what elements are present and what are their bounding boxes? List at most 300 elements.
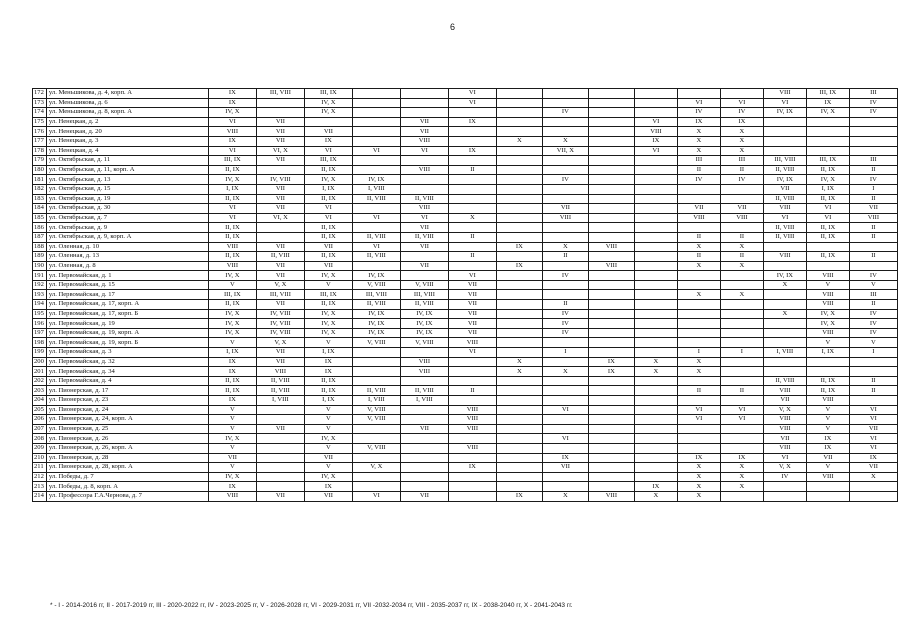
address-cell: ул. Оленная, д. 8 (46, 261, 208, 271)
address-cell: ул. Октябрьская, д. 9, корп. А (46, 232, 208, 242)
row-number-cell: 187 (33, 232, 47, 242)
period-cell: VII (304, 453, 352, 463)
period-cell (588, 280, 634, 290)
period-cell: VIII (448, 424, 496, 434)
period-cell (448, 194, 496, 204)
period-cell: II, IX (208, 300, 256, 310)
period-cell: VII (448, 300, 496, 310)
row-number-cell: 205 (33, 405, 47, 415)
period-cell (720, 396, 763, 406)
address-cell: ул. Первомайская, д. 15 (46, 280, 208, 290)
period-cell: IV, X (208, 108, 256, 118)
period-cell (496, 319, 542, 329)
period-cell (634, 89, 677, 99)
period-cell: V (304, 424, 352, 434)
period-cell (588, 252, 634, 262)
period-cell (448, 127, 496, 137)
period-cell (588, 136, 634, 146)
period-cell (400, 184, 448, 194)
period-cell: VIII (588, 491, 634, 501)
period-cell (677, 424, 720, 434)
period-cell (588, 415, 634, 425)
table-row (33, 453, 898, 463)
period-cell: VII (256, 261, 304, 271)
period-cell (588, 386, 634, 396)
period-cell: X (677, 146, 720, 156)
table-row (33, 348, 898, 358)
period-cell (720, 328, 763, 338)
period-cell: IX (304, 482, 352, 492)
period-cell: IX (448, 146, 496, 156)
row-number-cell: 201 (33, 367, 47, 377)
period-cell: V, VIII (352, 280, 400, 290)
period-cell: X (677, 261, 720, 271)
period-cell: I, IX (208, 184, 256, 194)
period-cell: X (720, 472, 763, 482)
period-cell (588, 463, 634, 473)
period-cell: II (677, 165, 720, 175)
period-cell: II, IX (304, 386, 352, 396)
period-cell: V (304, 405, 352, 415)
period-cell: VI (542, 434, 588, 444)
period-cell (496, 424, 542, 434)
row-number-cell: 203 (33, 386, 47, 396)
address-cell: ул. Октябрьская, д. 11 (46, 156, 208, 166)
period-cell: V (304, 415, 352, 425)
period-cell: VIII (400, 165, 448, 175)
period-cell: VII (304, 242, 352, 252)
period-cell: II (849, 165, 897, 175)
period-cell: X (720, 290, 763, 300)
period-cell: I, VIII (256, 396, 304, 406)
period-cell: VII (208, 453, 256, 463)
period-cell (256, 443, 304, 453)
period-cell (256, 415, 304, 425)
period-cell (496, 405, 542, 415)
table-row (33, 386, 898, 396)
period-cell: VII (256, 357, 304, 367)
period-cell (496, 443, 542, 453)
period-cell (677, 309, 720, 319)
period-cell: V (304, 463, 352, 473)
address-cell: ул. Меньшикова, д. 6 (46, 98, 208, 108)
period-cell: VI (677, 98, 720, 108)
period-cell: VII (256, 300, 304, 310)
period-cell: VIII (677, 213, 720, 223)
period-cell: VI (763, 453, 806, 463)
period-cell (352, 117, 400, 127)
period-cell (496, 194, 542, 204)
table-row (33, 117, 898, 127)
period-cell: X (677, 491, 720, 501)
period-cell: VI (448, 348, 496, 358)
period-cell (448, 136, 496, 146)
row-number-cell: 184 (33, 204, 47, 214)
period-cell (496, 309, 542, 319)
period-cell (352, 89, 400, 99)
period-cell: V, X (763, 405, 806, 415)
period-cell: IV, IX (400, 328, 448, 338)
period-cell (400, 443, 448, 453)
table-row (33, 242, 898, 252)
period-cell: VI (634, 117, 677, 127)
period-cell: V, VIII (400, 280, 448, 290)
row-number-cell: 189 (33, 252, 47, 262)
period-cell: IX (208, 98, 256, 108)
period-cell: X (496, 367, 542, 377)
address-cell: ул. Первомайская, д. 19, корп. А (46, 328, 208, 338)
period-cell (588, 328, 634, 338)
row-number-cell: 196 (33, 319, 47, 329)
period-cell (677, 89, 720, 99)
address-cell: ул. Ненецкая, д. 20 (46, 127, 208, 137)
table-row (33, 463, 898, 473)
period-cell: IV (849, 175, 897, 185)
period-cell: II (677, 386, 720, 396)
period-cell: II (677, 252, 720, 262)
table-row (33, 367, 898, 377)
period-cell (634, 280, 677, 290)
table-row (33, 156, 898, 166)
period-cell: IV, IX (352, 175, 400, 185)
period-cell (496, 165, 542, 175)
period-cell: X (634, 367, 677, 377)
address-cell: ул. Октябрьская, д. 11, корп. А (46, 165, 208, 175)
row-number-cell: 180 (33, 165, 47, 175)
period-cell (496, 98, 542, 108)
period-cell: V (806, 463, 849, 473)
period-cell: III, VIII (400, 290, 448, 300)
period-cell: VI (677, 415, 720, 425)
footnote: * - I - 2014-2016 гг, II - 2017-2019 гг, III - 2020-2022 гг, IV - 2023-2025 гг, V - 2026-2028 гг, VI - 2029-2031 гг, VII -2032-2034 гг, VIII - 2035-2037 гг, IX - 2038-2040 гг, X - 2041-2043 гг. (50, 602, 573, 609)
period-cell (352, 127, 400, 137)
period-cell (588, 194, 634, 204)
row-number-cell: 199 (33, 348, 47, 358)
period-cell: IX (720, 453, 763, 463)
period-cell: X (677, 242, 720, 252)
period-cell: VI (304, 204, 352, 214)
period-cell (448, 357, 496, 367)
period-cell: I, IX (304, 396, 352, 406)
period-cell: III, IX (304, 89, 352, 99)
period-cell (352, 424, 400, 434)
period-cell: V, X (763, 463, 806, 473)
period-cell (496, 127, 542, 137)
row-number-cell: 193 (33, 290, 47, 300)
period-cell: VI (849, 434, 897, 444)
period-cell: II, VIII (763, 376, 806, 386)
period-cell (677, 338, 720, 348)
period-cell (720, 338, 763, 348)
period-cell (496, 348, 542, 358)
period-cell (496, 300, 542, 310)
period-cell (849, 491, 897, 501)
period-cell: V (806, 405, 849, 415)
period-cell (352, 482, 400, 492)
period-cell: VIII (763, 443, 806, 453)
period-cell (634, 309, 677, 319)
period-cell (634, 108, 677, 118)
period-cell (542, 338, 588, 348)
address-cell: ул. Победы, д. 8, корп. А (46, 482, 208, 492)
period-cell: V (304, 280, 352, 290)
period-cell: II, VIII (400, 194, 448, 204)
period-cell (496, 175, 542, 185)
row-number-cell: 191 (33, 271, 47, 281)
period-cell: VII, X (542, 146, 588, 156)
period-cell (352, 223, 400, 233)
period-cell: IX (208, 367, 256, 377)
period-cell: VII (256, 424, 304, 434)
period-cell: IX (496, 242, 542, 252)
row-number-cell: 209 (33, 443, 47, 453)
period-cell: I, VIII (352, 396, 400, 406)
address-cell: ул. Меньшикова, д. 8, корп. А (46, 108, 208, 118)
period-cell (448, 156, 496, 166)
address-cell: ул. Пионерская, д. 26 (46, 434, 208, 444)
period-cell (496, 482, 542, 492)
period-cell (677, 184, 720, 194)
period-cell: VI (448, 89, 496, 99)
period-cell: II, IX (304, 252, 352, 262)
period-cell: IV, IX (763, 175, 806, 185)
period-cell (496, 223, 542, 233)
period-cell: VIII (448, 443, 496, 453)
row-number-cell: 202 (33, 376, 47, 386)
schedule-table-wrapper (32, 88, 898, 502)
period-cell: II, VIII (352, 386, 400, 396)
period-cell (634, 386, 677, 396)
period-cell (720, 434, 763, 444)
address-cell: ул. Оленная, д. 13 (46, 252, 208, 262)
period-cell (256, 98, 304, 108)
period-cell: VII (400, 242, 448, 252)
period-cell (588, 117, 634, 127)
period-cell (634, 348, 677, 358)
period-cell: II, IX (208, 252, 256, 262)
period-cell (806, 482, 849, 492)
period-cell (542, 117, 588, 127)
period-cell (849, 482, 897, 492)
period-cell: V (849, 338, 897, 348)
period-cell (448, 261, 496, 271)
period-cell: II (849, 300, 897, 310)
table-row (33, 319, 898, 329)
period-cell: IX (448, 117, 496, 127)
period-cell (677, 223, 720, 233)
address-cell: ул. Пионерская, д. 25 (46, 424, 208, 434)
period-cell: VII (763, 184, 806, 194)
period-cell (542, 472, 588, 482)
period-cell (588, 290, 634, 300)
period-cell (400, 453, 448, 463)
period-cell: X (542, 242, 588, 252)
period-cell (400, 405, 448, 415)
period-cell (763, 290, 806, 300)
row-number-cell: 197 (33, 328, 47, 338)
period-cell: VI (763, 213, 806, 223)
period-cell: IX (634, 136, 677, 146)
period-cell: V (806, 338, 849, 348)
period-cell (634, 434, 677, 444)
address-cell: ул. Октябрьская, д. 7 (46, 213, 208, 223)
period-cell: III (677, 156, 720, 166)
period-cell: V (208, 424, 256, 434)
period-cell: VIII (588, 242, 634, 252)
period-cell (634, 290, 677, 300)
period-cell (352, 376, 400, 386)
period-cell: IV (720, 175, 763, 185)
period-cell: I, IX (208, 348, 256, 358)
table-row (33, 252, 898, 262)
period-cell: II, VIII (256, 386, 304, 396)
period-cell: VII (256, 127, 304, 137)
period-cell: IV (849, 309, 897, 319)
period-cell: V, VIII (352, 338, 400, 348)
row-number-cell: 194 (33, 300, 47, 310)
period-cell (400, 175, 448, 185)
period-cell (448, 184, 496, 194)
period-cell (542, 357, 588, 367)
period-cell (352, 434, 400, 444)
period-cell: II, IX (806, 386, 849, 396)
table-row (33, 271, 898, 281)
period-cell (634, 165, 677, 175)
period-cell: V (849, 280, 897, 290)
period-cell (806, 491, 849, 501)
period-cell: VIII (806, 396, 849, 406)
period-cell: IV, X (806, 175, 849, 185)
period-cell (542, 482, 588, 492)
period-cell: VI (208, 146, 256, 156)
row-number-cell: 192 (33, 280, 47, 290)
period-cell: VIII (448, 338, 496, 348)
period-cell (448, 242, 496, 252)
period-cell: II, IX (806, 252, 849, 262)
period-cell (720, 319, 763, 329)
period-cell: VI (448, 98, 496, 108)
period-cell: VI (849, 443, 897, 453)
period-cell: I (542, 348, 588, 358)
period-cell: IV, X (806, 309, 849, 319)
period-cell: VIII (634, 127, 677, 137)
period-cell (542, 443, 588, 453)
period-cell (588, 98, 634, 108)
period-cell: II, IX (304, 165, 352, 175)
row-number-cell: 211 (33, 463, 47, 473)
period-cell: IV, IX (763, 271, 806, 281)
period-cell (634, 300, 677, 310)
period-cell: VII (400, 117, 448, 127)
period-cell (542, 261, 588, 271)
period-cell (256, 482, 304, 492)
period-cell: I, IX (806, 184, 849, 194)
period-cell (496, 338, 542, 348)
period-cell (634, 98, 677, 108)
period-cell (496, 453, 542, 463)
period-cell: IV, IX (400, 309, 448, 319)
period-cell (352, 367, 400, 377)
period-cell (400, 482, 448, 492)
table-row (33, 309, 898, 319)
address-cell: ул. Ненецкая, д. 3 (46, 136, 208, 146)
period-cell: VIII (806, 300, 849, 310)
period-cell (542, 194, 588, 204)
period-cell: X (634, 357, 677, 367)
period-cell: II (448, 165, 496, 175)
period-cell (588, 300, 634, 310)
period-cell (448, 453, 496, 463)
table-row (33, 136, 898, 146)
period-cell: VII (542, 463, 588, 473)
period-cell: II, IX (304, 300, 352, 310)
period-cell (806, 146, 849, 156)
row-number-cell: 186 (33, 223, 47, 233)
period-cell (352, 261, 400, 271)
period-cell: X (448, 213, 496, 223)
period-cell: I (677, 348, 720, 358)
period-cell: VII (448, 319, 496, 329)
table-row (33, 175, 898, 185)
schedule-table-body (33, 89, 898, 502)
table-row (33, 261, 898, 271)
table-row (33, 108, 898, 118)
period-cell: VII (806, 453, 849, 463)
period-cell: X (542, 136, 588, 146)
table-row (33, 127, 898, 137)
row-number-cell: 213 (33, 482, 47, 492)
period-cell: II (849, 252, 897, 262)
period-cell (542, 89, 588, 99)
period-cell (763, 491, 806, 501)
period-cell (304, 117, 352, 127)
period-cell: IX (304, 136, 352, 146)
period-cell (448, 482, 496, 492)
period-cell (634, 184, 677, 194)
period-cell: VI (806, 213, 849, 223)
period-cell (588, 213, 634, 223)
period-cell (634, 443, 677, 453)
period-cell: II, IX (208, 376, 256, 386)
period-cell (496, 252, 542, 262)
table-row (33, 328, 898, 338)
period-cell: II (448, 386, 496, 396)
period-cell (542, 280, 588, 290)
period-cell: VII (542, 204, 588, 214)
period-cell (496, 290, 542, 300)
period-cell (634, 156, 677, 166)
period-cell: VIII (849, 213, 897, 223)
period-cell (256, 472, 304, 482)
period-cell: III, VIII (763, 156, 806, 166)
period-cell: I, VIII (763, 348, 806, 358)
period-cell: IX (208, 357, 256, 367)
period-cell (806, 127, 849, 137)
period-cell: II (849, 223, 897, 233)
period-cell (677, 194, 720, 204)
address-cell: ул. Пионерская, д. 26, корп. А (46, 443, 208, 453)
period-cell (720, 376, 763, 386)
period-cell (256, 223, 304, 233)
period-cell: VII (400, 491, 448, 501)
period-cell (720, 271, 763, 281)
period-cell: IV, X (208, 271, 256, 281)
period-cell (400, 108, 448, 118)
period-cell: X (677, 472, 720, 482)
period-cell (634, 223, 677, 233)
period-cell: VII (400, 223, 448, 233)
period-cell (588, 434, 634, 444)
